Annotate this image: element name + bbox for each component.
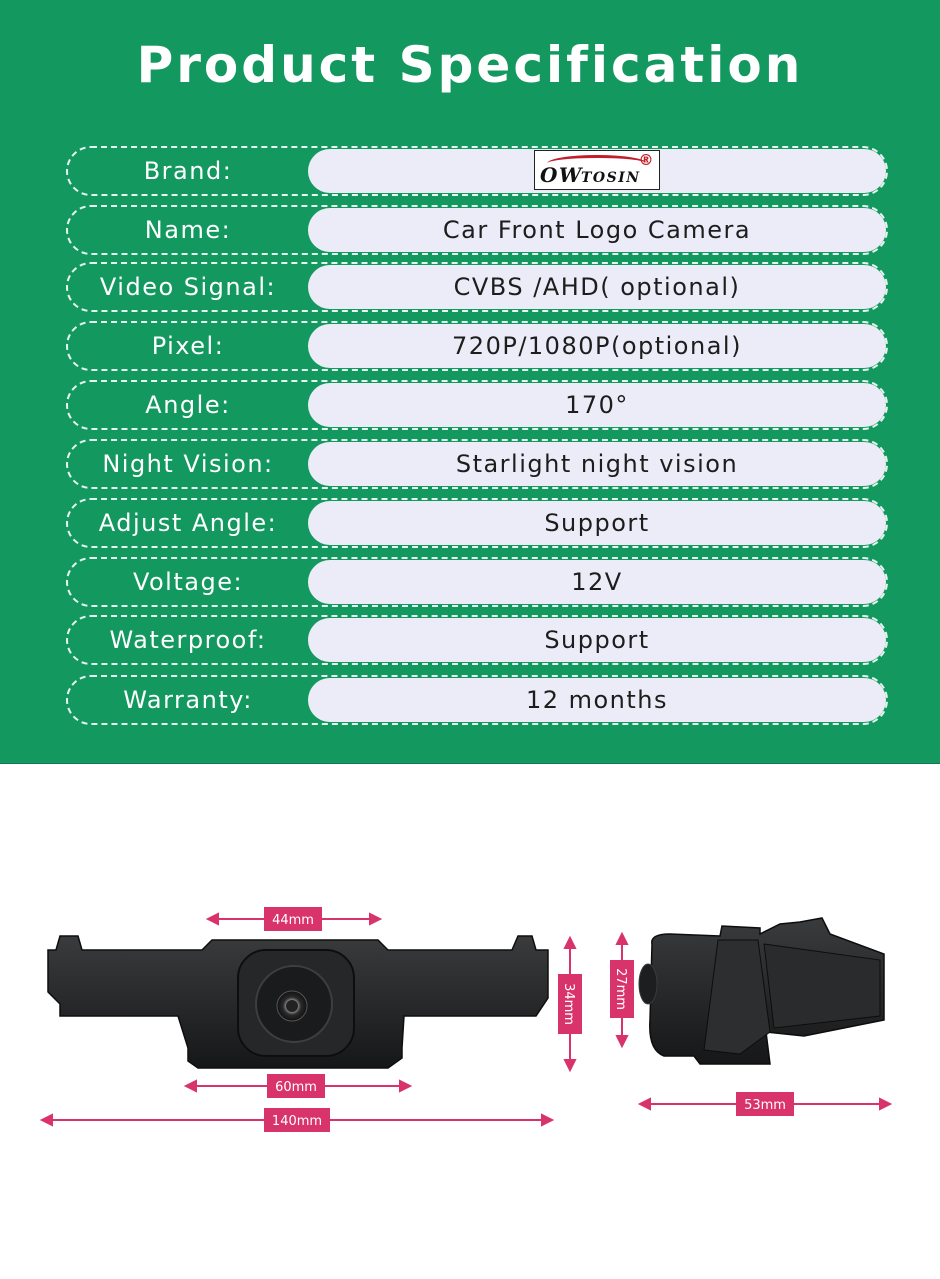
spec-row-warranty	[66, 675, 888, 725]
spec-row-waterproof	[66, 615, 888, 665]
dim-side-height: 27mm	[613, 968, 628, 1010]
spec-value: Car Front Logo Camera	[308, 208, 886, 252]
logo-text-sub: TOSIN	[581, 170, 641, 186]
product-photo-area	[0, 764, 940, 1275]
spec-row-brand	[66, 146, 888, 196]
spec-value: CVBS /AHD( optional)	[308, 265, 886, 309]
dim-side-depth: 53mm	[744, 1098, 786, 1113]
spec-row-pixel	[66, 321, 888, 371]
spec-row-video-signal	[66, 262, 888, 312]
spec-value: Support	[308, 501, 886, 545]
spec-label: Video Signal:	[99, 273, 277, 301]
spec-value: 12 months	[308, 678, 886, 722]
dim-body-height: 34mm	[561, 983, 576, 1025]
spec-row-voltage	[66, 557, 888, 607]
spec-label: Name:	[144, 216, 232, 244]
spec-label: Brand:	[143, 157, 233, 185]
spec-row-night-vision	[66, 439, 888, 489]
camera-side-view	[639, 918, 884, 1064]
registered-mark: ®	[638, 151, 655, 169]
spec-label: Voltage:	[132, 568, 244, 596]
spec-value: Support	[308, 618, 886, 662]
spec-label: Night Vision:	[102, 450, 274, 478]
dim-base-width: 60mm	[275, 1080, 317, 1095]
spec-label: Waterproof:	[109, 626, 267, 654]
spec-value: Starlight night vision	[308, 442, 886, 486]
spec-label: Pixel:	[151, 332, 225, 360]
spec-label: Adjust Angle:	[98, 509, 278, 537]
page-title: Product Specification	[136, 36, 804, 94]
spec-value: 720P/1080P(optional)	[308, 324, 886, 368]
spec-row-name	[66, 205, 888, 255]
dim-total-width: 140mm	[271, 1114, 323, 1129]
dim-lens-width: 44mm	[272, 913, 314, 928]
spec-value: 12V	[308, 560, 886, 604]
spec-label: Angle:	[145, 391, 231, 419]
camera-dimension-illustration	[0, 764, 940, 1275]
spec-row-adjust-angle	[66, 498, 888, 548]
logo-text-main: OW	[540, 163, 583, 187]
spec-value: 170°	[308, 383, 886, 427]
spec-row-angle	[66, 380, 888, 430]
brand-logo	[534, 150, 660, 190]
camera-front-view	[48, 936, 548, 1068]
spec-value-brand-logo	[308, 149, 886, 193]
spec-label: Warranty:	[123, 686, 253, 714]
